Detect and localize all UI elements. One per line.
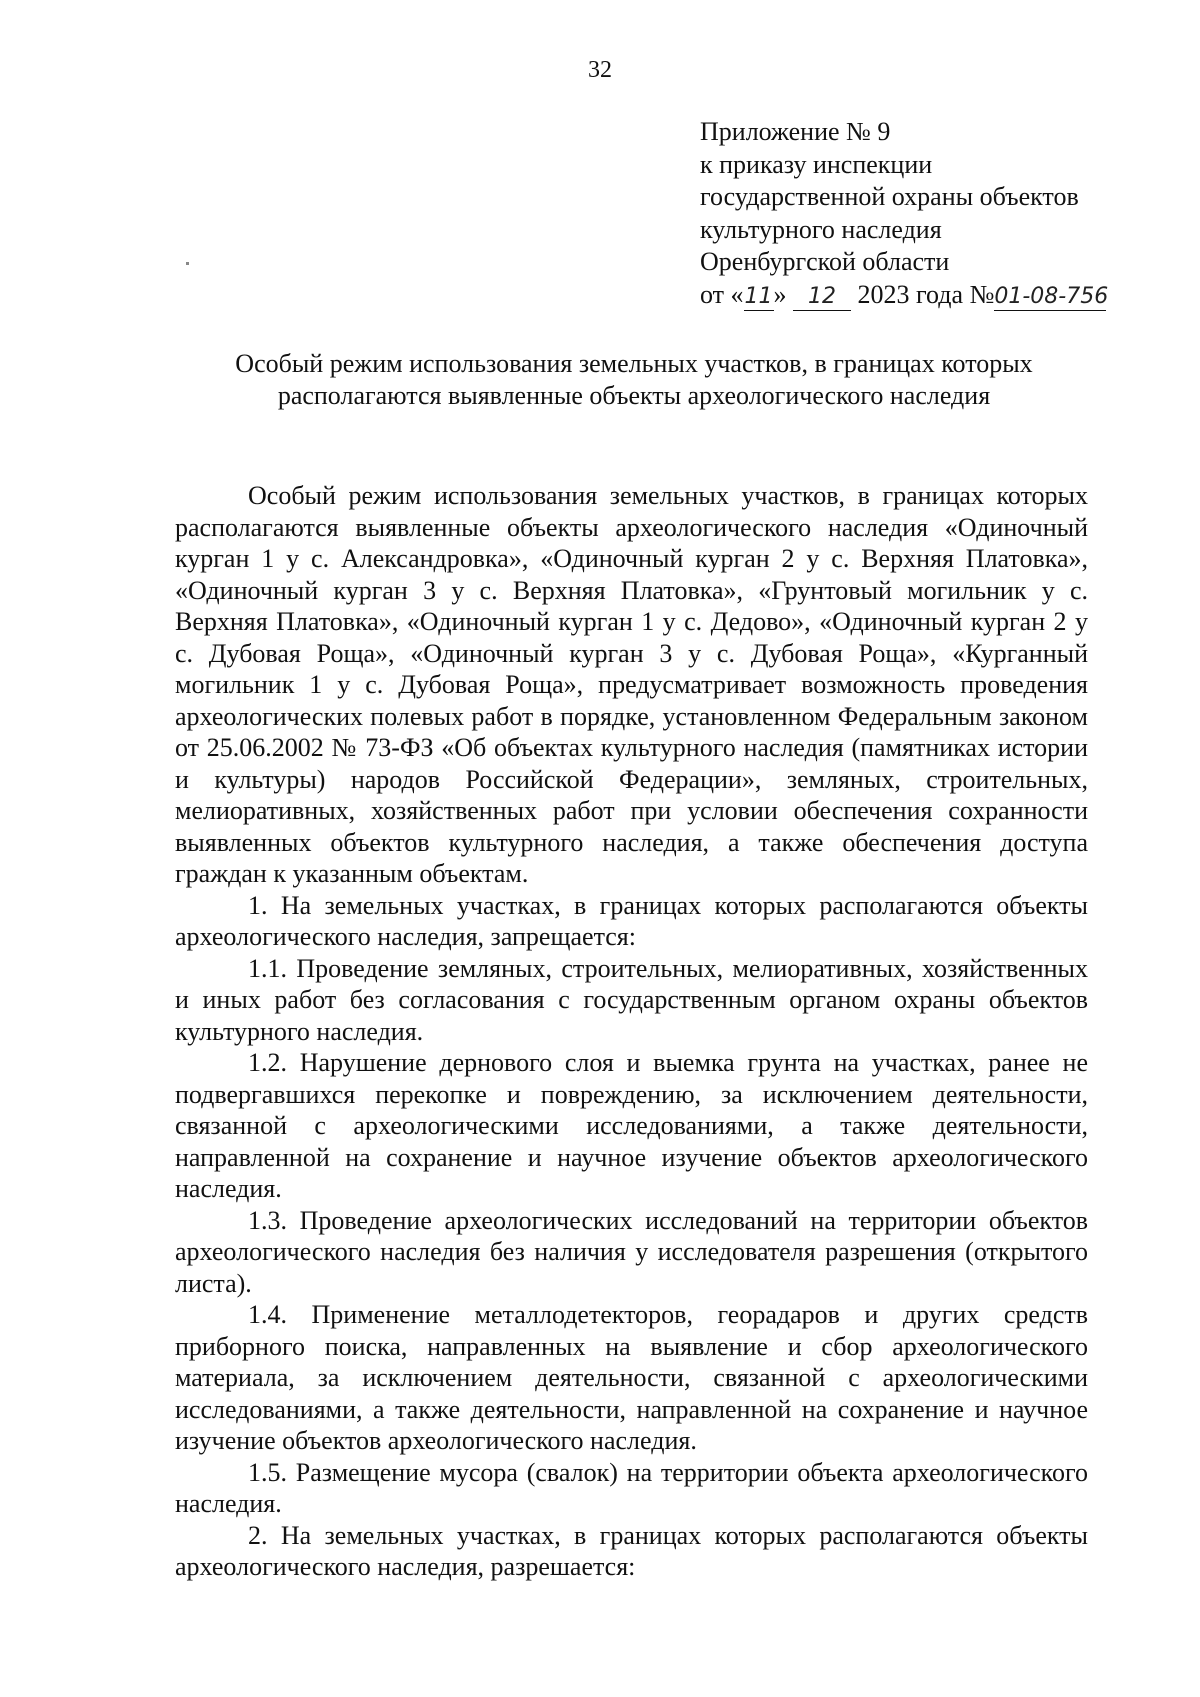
paragraph-item-1-1: 1.1. Проведение земляных, строительных, мелиоративных, хозяйственных и иных работ без согласования с государственным органом охраны объектов культурного наследия. [175,953,1088,1046]
paragraph-item-1-3: 1.3. Проведение археологических исследований на территории объектов археологического наследия без наличия у исследователя разрешения (открытого листа). [175,1205,1088,1298]
appendix-block [700,116,1170,311]
appendix-line: культурного наследия [700,214,942,244]
appendix-line: Оренбургской области [700,247,950,276]
paragraph-item-1-2: 1.2. Нарушение дернового слоя и выемка грунта на участках, ранее не подвергавшихся перекопке и повреждению, за исключением деятельности, связанной с археологическими исследованиями, а также деятельности, направленной на сохранение и научное изучение объектов археологического наследия. [175,1048,1088,1203]
from-prefix: от « [700,279,744,309]
paragraph-item-2: 2. На земельных участках, в границах которых располагаются объекты археологического наследия, разрешается: [175,1520,1088,1581]
paragraph-item-1-5: 1.5. Размещение мусора (свалок) на территории объекта археологического наследия. [175,1457,1088,1518]
document-body [175,480,1088,1583]
paragraph-item-1: 1. На земельных участках, в границах которых располагаются объекты археологического наследия, запрещается: [175,890,1088,951]
handwritten-order-number: 01-08-756 [994,283,1109,309]
page-number: 32 [588,57,612,83]
appendix-line: государственной охраны объектов [700,182,1079,211]
handwritten-day: 11 [744,283,773,309]
document-title: Особый режим использования земельных участков, в границах которых располагаются выявленные объекты археологического наследия [235,349,1033,410]
quote-close: » [773,279,787,309]
handwritten-month: 12 [793,284,851,311]
order-date-line [700,279,1170,312]
scan-mark [186,262,189,265]
appendix-line: Приложение № 9 [700,117,891,146]
appendix-line: к приказу инспекции [700,149,933,179]
paragraph-intro: Особый режим использования земельных участков, в границах которых располагаются выявленные объекты археологического наследия «Одиночный курган 1 у с. Александровка», «Одиночный курган 2 у с. Верхняя Платовка», «Одиночный курган 3 у с. Верхняя Платовка», «Грунтовый могильник у с. Верхняя Платовка», «Одиночный курган 1 у с. Дедово», «Одиночный курган 2 у с. Дубовая Роща», «Одиночный курган 3 у с. Дубовая Роща», «Курганный могильник 1 у с. Дубовая Роща», предусматривает возможность проведения археологических полевых работ в порядке, установленном Федеральным законом от 25.06.2002 № 73-ФЗ «Об объектах культурного наследия (памятниках истории и культуры) народов Российской Федерации», земляных, строительных, мелиоративных, хозяйственных работ при условии обеспечения сохранности выявленных объектов культурного наследия, а также обеспечения доступа граждан к указанным объектам. [175,481,1088,888]
year-text: 2023 года № [857,279,995,309]
paragraph-item-1-4: 1.4. Применение металлодетекторов, георадаров и других средств приборного поиска, направленных на выявление и сбор археологического материала, за исключением деятельности, связанной с археологическими исследованиями, а также деятельности, направленной на сохранение и научное изучение объектов археологического наследия. [175,1300,1088,1455]
